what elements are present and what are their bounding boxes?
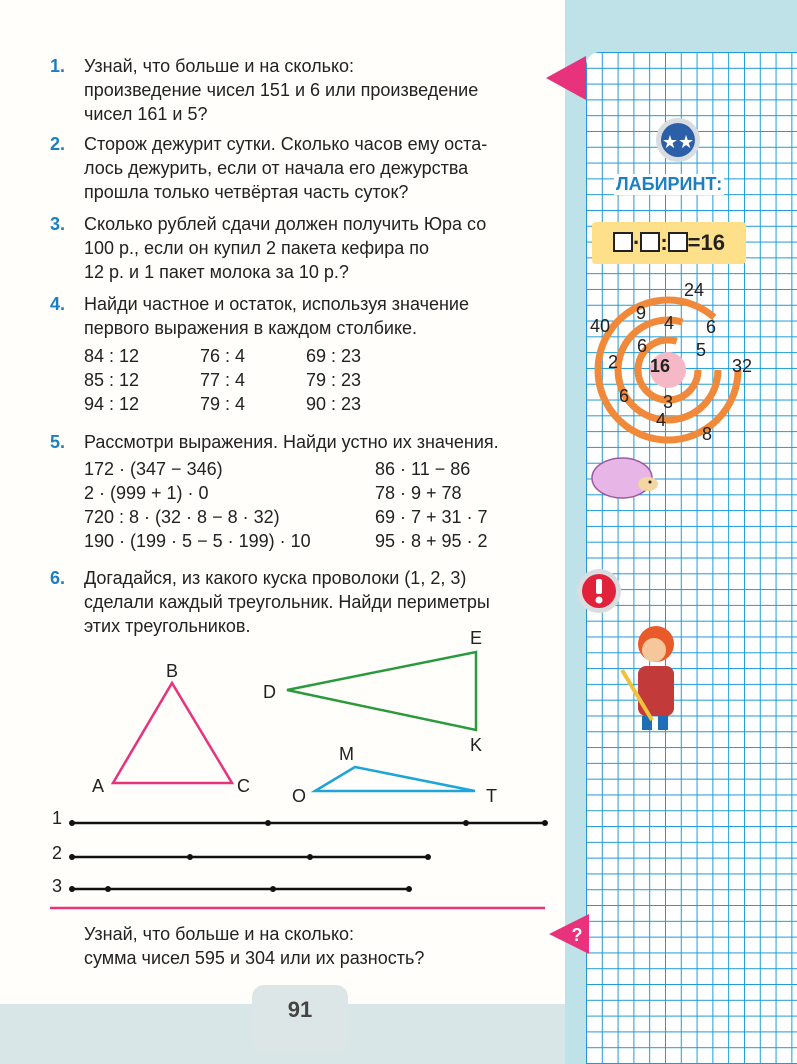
division-expr: 79 : 23	[306, 370, 362, 390]
wire-3-point	[105, 886, 111, 892]
grid-sidebar	[586, 52, 797, 1064]
question-marker	[545, 908, 593, 960]
hedgehog-illustration	[588, 450, 664, 504]
division-expr: 76 : 4	[200, 346, 246, 366]
exclamation-icon	[574, 566, 624, 616]
labyrinth-number: 6	[619, 386, 630, 406]
expression: 86 · 11 − 86	[375, 459, 471, 479]
labyrinth-number: 4	[656, 410, 667, 430]
wire-1-point	[463, 820, 469, 826]
labyrinth-title: ЛАБИРИНТ:	[616, 174, 723, 194]
labyrinth-center: 16	[650, 356, 671, 376]
labyrinth-number: 40	[590, 316, 611, 336]
division-expr: 94 : 12	[84, 394, 140, 414]
blank-box	[668, 232, 688, 252]
division-expr: 79 : 4	[200, 394, 246, 414]
vertex-label: M	[339, 744, 354, 764]
task-text: прошла только четвёртая часть суток?	[84, 182, 409, 202]
expression: 190 · (199 · 5 − 5 · 199) · 10	[84, 531, 311, 551]
wire-2-point	[69, 854, 75, 860]
task-text: произведение чисел 151 и 6 или произведение	[84, 80, 479, 100]
svg-text:★★: ★★	[661, 132, 695, 153]
division-expr: 84 : 12	[84, 346, 140, 366]
task-number: 2.	[50, 134, 66, 154]
division-expr: 69 : 23	[306, 346, 362, 366]
blank-box	[613, 232, 633, 252]
labyrinth-number: 32	[732, 356, 753, 376]
wire-label: 2	[52, 843, 63, 863]
task-number: 3.	[50, 214, 66, 234]
wire-3-point	[406, 886, 412, 892]
vertex-label: K	[470, 735, 483, 755]
task-number: 6.	[50, 568, 66, 588]
vertex-label: D	[263, 682, 276, 702]
labyrinth-equation	[592, 222, 746, 264]
task-text: Найди частное и остаток, используя значение	[84, 294, 469, 314]
task-text: Сколько рублей сдачи должен получить Юра со	[84, 214, 487, 234]
task-text: 12 р. и 1 пакет молока за 10 р.?	[84, 262, 349, 282]
task-text: Сторож дежурит сутки. Сколько часов ему оста-	[84, 134, 488, 154]
triangle-abc	[113, 683, 232, 783]
expression: 720 : 8 · (32 · 8 − 8 · 32)	[84, 507, 280, 527]
task-text: этих треугольников.	[84, 616, 251, 636]
vertex-label: E	[470, 628, 483, 648]
task-text: 100 р., если он купил 2 пакета кефира по	[84, 238, 429, 258]
task-text: чисел 161 и 5?	[84, 104, 208, 124]
expression: 95 · 8 + 95 · 2	[375, 531, 488, 551]
wire-1-point	[542, 820, 548, 826]
wire-2-point	[187, 854, 193, 860]
task-number: 5.	[50, 432, 66, 452]
wire-2-point	[425, 854, 431, 860]
bottom-task	[84, 922, 424, 970]
vertex-label: B	[166, 661, 179, 681]
division-expr: 90 : 23	[306, 394, 362, 414]
expression: 69 · 7 + 31 · 7	[375, 507, 488, 527]
blank-box	[640, 232, 660, 252]
wire-1-point	[265, 820, 271, 826]
task-text: Узнай, что больше и на сколько:	[84, 56, 355, 76]
labyrinth-number: 3	[663, 392, 674, 412]
stars-icon	[654, 116, 702, 164]
division-expr: 77 : 4	[200, 370, 246, 390]
labyrinth-number: 9	[636, 303, 647, 323]
vertex-label: A	[92, 776, 105, 796]
task-text: сделали каждый треугольник. Найди периметры	[84, 592, 490, 612]
task-text: Рассмотри выражения. Найди устно их значения.	[84, 432, 499, 452]
equation-operator: :	[660, 230, 668, 255]
equation-operator: ·	[633, 230, 641, 255]
clown-illustration	[608, 620, 698, 740]
labyrinth-number: 5	[696, 340, 707, 360]
wire-3-point	[69, 886, 75, 892]
page-number: 91	[252, 985, 348, 1051]
wire-3-point	[270, 886, 276, 892]
task-number: 4.	[50, 294, 66, 314]
expression: 78 · 9 + 78	[375, 483, 462, 503]
task-text: первого выражения в каждом столбике.	[84, 318, 418, 338]
svg-text:?: ?	[571, 925, 583, 945]
task-number: 1.	[50, 56, 66, 76]
wire-label: 1	[52, 808, 63, 828]
triangle-dek	[287, 652, 476, 730]
task-text: сумма чисел 595 и 304 или их разность?	[84, 948, 425, 968]
expression: 172 · (347 − 346)	[84, 459, 223, 479]
wire-1-point	[69, 820, 75, 826]
vertex-label: C	[237, 776, 250, 796]
vertex-label: O	[292, 786, 307, 806]
pink-pointer-marker	[540, 52, 588, 104]
labyrinth-number: 6	[706, 317, 717, 337]
division-expr: 85 : 12	[84, 370, 140, 390]
wire-label: 3	[52, 876, 63, 896]
equation-result: 16	[700, 230, 725, 255]
equation-operator: =	[687, 230, 701, 255]
expression: 2 · (999 + 1) · 0	[84, 483, 209, 503]
wire-2-point	[307, 854, 313, 860]
task-text: Догадайся, из какого куска проволоки (1, 2, 3)	[84, 568, 467, 588]
labyrinth-number: 2	[608, 352, 619, 372]
task-text: лось дежурить, если от начала его дежурства	[84, 158, 469, 178]
labyrinth-number: 8	[702, 424, 713, 444]
vertex-label: T	[486, 786, 497, 806]
triangle-mot	[315, 767, 475, 791]
labyrinth-number: 24	[684, 280, 705, 300]
labyrinth-number: 6	[637, 336, 648, 356]
task-text: Узнай, что больше и на сколько:	[84, 924, 355, 944]
labyrinth-number: 4	[664, 313, 675, 333]
